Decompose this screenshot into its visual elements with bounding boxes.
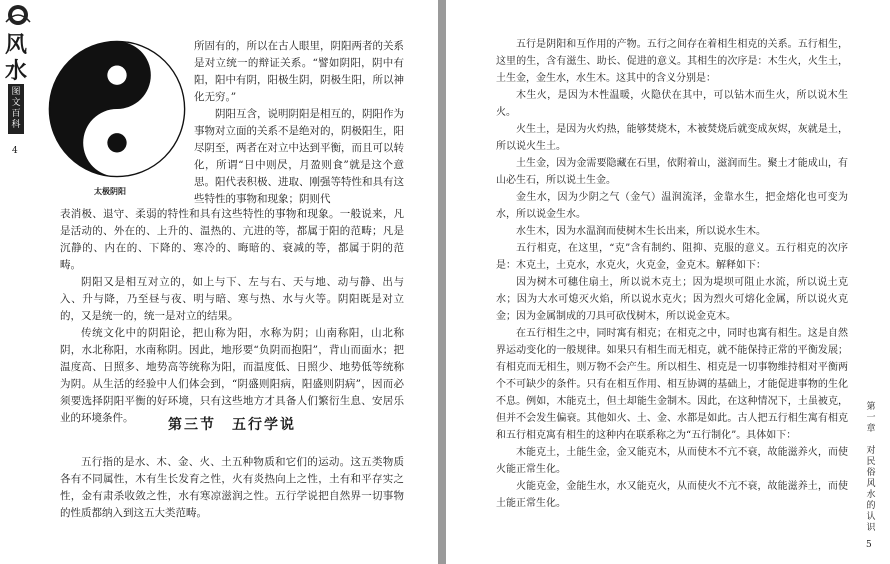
chapter-char: 风 [866, 479, 876, 489]
paragraph: 传统文化中的阴阳论，把山称为阳，水称为阴；山南称阳，山北称阴，水北称阳，水南称阴。因此，地形要“负阴而抱阳”，背山而面水；把温度高、日照多、地势高等统称为阳，而温度低、日照少、地势低等统称为阴。从生活的经验中人们体会到，“阴盛则阳病，阳盛则阴病”，因而必须要选择阴阳平衡的好环境，只有这些地方才具备人们繁衍生息、安居乐业的环境条件。 [60, 327, 404, 424]
taiji-yin-yang-icon [48, 40, 186, 178]
chapter-char: 第 [866, 402, 876, 412]
book-gutter [438, 0, 446, 564]
paragraph: 五行是阴阳和互作用的产物。五行之间存在着相生相克的关系。五行相生，这里的生，含有滋生、助长、促进的意义。其相生的次序是：木生火，火生土，土生金，金生水，水生木。这其中的含义分别是： [496, 39, 848, 84]
figure-caption: 太极阴阳 [94, 186, 126, 196]
section-title: 第三节 五行学说 [168, 417, 296, 433]
paragraph: 土生金，因为金需要隐藏在石里，依附着山，滋润而生。聚土才能成山，有山必生石，所以说土生金。 [496, 158, 848, 186]
side-sub-char: 科 [11, 120, 21, 130]
chapter-char: 的 [866, 501, 876, 511]
paragraph: 火生土，是因为火灼热，能够焚烧木，木被焚烧后就变成灰烬，灰就是土，所以说火生土。 [496, 124, 848, 152]
chapter-char: 认 [866, 512, 876, 522]
paragraph: 五行指的是水、木、金、火、土五种物质和它们的运动。这五类物质各有不同属性，木有生长发育之性，火有炎热向上之性，土有和平存实之性，金有肃杀收敛之性，水有寒凉滋润之性。五行学说把自然界一切事物的性质都纳入到这五大类范畴。 [60, 456, 404, 519]
corner-ornament-icon [4, 2, 32, 28]
side-sub-char: 文 [11, 98, 21, 108]
paragraph: 木能克土，土能生金，金又能克木，从而使木不亢不衰，故能滋养火，而使火能正常生化。 [496, 447, 848, 475]
side-sub-char: 图 [11, 87, 21, 97]
paragraph: 表消极、退守、柔弱的特性和具有这些特性的事物和现象。一般说来，凡是活动的、外在的、上升的、温热的、亢进的等，都属于阳的范畴；凡是沉静的、内在的、下降的、寒冷的、晦暗的、衰减的等，都属于阴的范畴。 [60, 208, 404, 271]
body-text-block [496, 36, 848, 512]
chapter-char: 水 [866, 490, 876, 500]
paragraph: 阴阳又是相互对立的，如上与下、左与右、天与地、动与静、出与入、升与降，乃至昼与夜、明与暗、寒与热、水与火等。阴阳既是对立的，又是统一的，统一是对立的结果。 [60, 276, 404, 322]
chapter-char: 俗 [866, 468, 876, 478]
side-sub-char: 百 [11, 109, 21, 119]
paragraph: 所固有的，所以在古人眼里，阴阳两者的关系是对立统一的辩证关系。“譬如阴阳，阴中有阳，阳中有阴，阳极生阴，阴极生阳，所以神化无穷。” [194, 40, 404, 103]
paragraph: 水生木，因为水温润而使树木生长出来，所以说水生木。 [516, 226, 766, 237]
page-number: 5 [866, 540, 872, 550]
side-tab-char: 风 [4, 32, 27, 58]
page-number: 4 [12, 146, 18, 156]
left-page [0, 0, 438, 564]
paragraph: 五行相克，在这里，“克”含有制约、阻抑、克服的意义。五行相克的次序是：木克土，土克水，水克火，火克金，金克木。解释如下： [496, 243, 848, 271]
paragraph: 金生水，因为少阴之气（金气）温润流泽，金靠水生，把金熔化也可变为水，所以说金生水。 [496, 192, 848, 220]
chapter-char: 识 [866, 523, 876, 533]
chapter-char [864, 435, 878, 446]
chapter-char: 章 [866, 424, 876, 434]
paragraph: 木生火，是因为木性温暖，火隐伏在其中，可以钻木而生火，所以说木生火。 [496, 90, 848, 118]
right-page [446, 0, 890, 564]
wrapped-text-block [194, 38, 404, 208]
book-title-tab [4, 32, 28, 84]
chapter-char: 民 [866, 457, 876, 467]
chapter-char: 对 [866, 446, 876, 456]
chapter-side-label [864, 402, 878, 534]
section-text-block [60, 454, 404, 522]
side-tab-char: 水 [4, 58, 27, 84]
paragraph: 阴阳互含，说明阴阳是相互的，阴阳作为事物对立面的关系不是绝对的，阴极阳生，阳尽阴至，两者在对立中达到平衡，而且可以转化，所谓“日中则昃，月盈则食”就是这个意思。阳代表积极、进取、刚强等特性和具有这些特性的事物和现象；阴则代 [194, 108, 404, 205]
book-subtitle-tab [8, 84, 24, 134]
chapter-char: 一 [866, 413, 876, 423]
paragraph: 火能克金，金能生水，水又能克火，从而使火不亢不衰，故能滋养土，而使土能正常生化。 [496, 481, 848, 509]
body-text-block [60, 206, 404, 427]
paragraph: 因为树木可穗住扇土，所以说木克土；因为堤坝可阻止水流，所以说土克水；因为大水可熄灭火焰，所以说水克火；因为烈火可熔化金属，所以说火克金；因为金属制成的刀具可砍伐树木，所以说金克木。 [496, 277, 848, 322]
paragraph: 在五行相生之中，同时寓有相克；在相克之中，同时也寓有相生。这是自然界运动变化的一般规律。如果只有相生而无相克，就不能保持正常的平衡发展；有相克而无相生，则万物不会产生。所以相生、相克是一切事物维持相对平衡两个不可缺少的条件。只有在相互作用、相互协调的基础上，才能促进事物的生化不息。例如，木能克土，但土却能生金制木。因此，在这种情况下，土虽被克，但并不会发生偏衰。其他如火、土、金、水都是如此。古人把五行相生寓有相克和五行相克寓有相生的这种内在联系称之为“五行制化”。具体如下： [496, 328, 848, 441]
